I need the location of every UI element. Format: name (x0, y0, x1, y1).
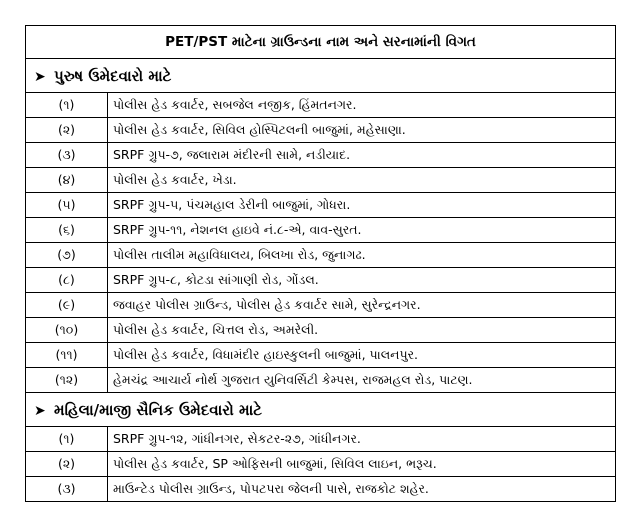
row-number: (૯) (26, 293, 108, 318)
row-number: (૮) (26, 268, 108, 293)
section-header (26, 59, 616, 93)
venue-table (25, 25, 616, 502)
section-header (26, 393, 616, 427)
table-row (26, 143, 616, 168)
venue-address: SRPF ગ્રુપ-૫, પંચમહાલ ડેરીની બાજુમાં, ગોધરા. (108, 193, 616, 218)
venue-address: પોલીસ હેડ કવાર્ટર, ચિત્તલ રોડ, અમરેલી. (108, 318, 616, 343)
table-row (26, 318, 616, 343)
table-row (26, 343, 616, 368)
row-number: (૧૨) (26, 368, 108, 393)
venue-address: પોલીસ હેડ કવાર્ટર, વિધામંદીર હાઇસ્કુલની બાજુમાં, પાલનપુર. (108, 343, 616, 368)
table-row (26, 477, 616, 502)
document (25, 25, 615, 502)
row-number: (૨) (26, 118, 108, 143)
venue-address: પોલીસ હેડ કવાર્ટર, ખેડા. (108, 168, 616, 193)
table-row (26, 193, 616, 218)
venue-address: SRPF ગ્રુપ-૧૧, નેશનલ હાઇવે નં.૮-એ, વાવ-સુરત. (108, 218, 616, 243)
row-number: (૨) (26, 452, 108, 477)
row-number: (૩) (26, 477, 108, 502)
venue-address: પોલીસ તાલીમ મહાવિધાલય, બિલખા રોડ, જુનાગઢ. (108, 243, 616, 268)
arrow-bullet-icon: ➤ (34, 68, 46, 85)
section-header-row (26, 393, 616, 427)
venue-address: SRPF ગ્રુપ-૮, કોટડા સાંગાણી રોડ, ગોંડલ. (108, 268, 616, 293)
venue-address: પોલીસ હેડ કવાર્ટર, SP ઓફિસની બાજુમાં, સિવિલ લાઇન, ભરૂચ. (108, 452, 616, 477)
row-number: (૩) (26, 143, 108, 168)
table-row (26, 293, 616, 318)
title-row (26, 26, 616, 59)
venue-table-body (26, 26, 616, 502)
table-row (26, 243, 616, 268)
table-title: PET/PST માટેના ગ્રાઉન્ડના નામ અને સરનામાંની વિગત (26, 26, 616, 59)
venue-address: માઉન્ટેડ પોલીસ ગ્રાઉન્ડ, પોપટપરા જેલની પાસે, રાજકોટ શહેર. (108, 477, 616, 502)
venue-address: જવાહર પોલીસ ગ્રાઉન્ડ, પોલીસ હેડ કવાર્ટર સામે, સુરેન્દ્રનગર. (108, 293, 616, 318)
row-number: (૫) (26, 193, 108, 218)
row-number: (૪) (26, 168, 108, 193)
table-row (26, 168, 616, 193)
row-number: (૭) (26, 243, 108, 268)
venue-address: હેમચંદ્ર આચાર્ય નોર્થ ગુજરાત યુનિવર્સિટી કેમ્પસ, રાજમહલ રોડ, પાટણ. (108, 368, 616, 393)
venue-address: SRPF ગ્રુપ-૧૨, ગાંધીનગર, સેકટર-૨૭, ગાંધીનગર. (108, 427, 616, 452)
row-number: (૧૦) (26, 318, 108, 343)
table-row (26, 452, 616, 477)
table-row (26, 218, 616, 243)
row-number: (૧) (26, 93, 108, 118)
table-row (26, 427, 616, 452)
section-heading: મહિલા/માજી સૈનિક ઉમેદવારો માટે (54, 400, 263, 419)
row-number: (૬) (26, 218, 108, 243)
table-row (26, 118, 616, 143)
venue-address: પોલીસ હેડ કવાર્ટર, સિવિલ હોસ્પિટલની બાજુમાં, મહેસાણા. (108, 118, 616, 143)
table-row (26, 93, 616, 118)
venue-address: SRPF ગ્રુપ-૭, જલારામ મંદીરની સામે, નડીયાદ. (108, 143, 616, 168)
arrow-bullet-icon: ➤ (34, 402, 46, 419)
section-heading: પુરુષ ઉમેદવારો માટે (54, 66, 172, 85)
section-header-row (26, 59, 616, 93)
row-number: (૧૧) (26, 343, 108, 368)
table-row (26, 268, 616, 293)
venue-address: પોલીસ હેડ કવાર્ટર, સબજેલ નજીક, હિંમતનગર. (108, 93, 616, 118)
table-row (26, 368, 616, 393)
row-number: (૧) (26, 427, 108, 452)
